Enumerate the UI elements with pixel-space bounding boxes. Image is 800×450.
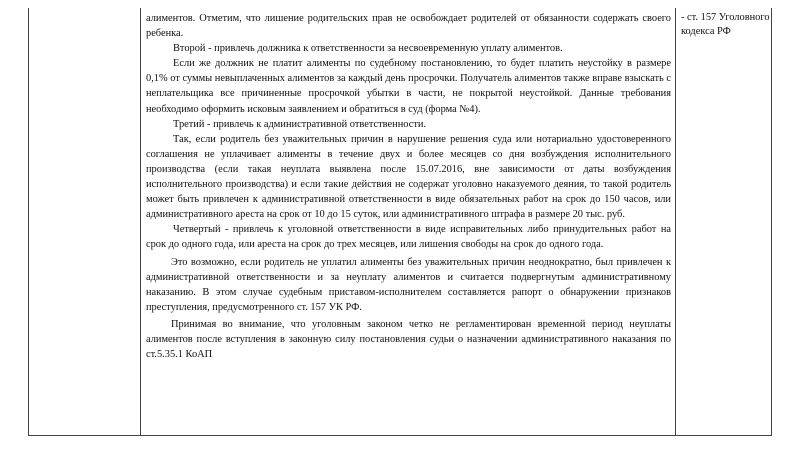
paragraph-4: Третий - привлечь к административной ответственности.	[173, 118, 427, 130]
paragraph-2: Второй - привлечь должника к ответственности за несвоевременную уплату алиментов.	[173, 43, 563, 55]
paragraph-5: Так, если родитель без уважительных причин в нарушение решения суда или нотариально удостоверенного соглашения не уплачивает алименты в течение двух и более месяцев со дня возбуждения исполнительного производства (если такая неуплата выявлена после 15.07.2016, вне зависимости от даты возбуждения исполнительного производства) и если такие действия не содержат уголовно наказуемого деяния, то такой родитель может быть привлечен к административной ответственности в виде обязательных работ на срок до 150 часов, или административного ареста на срок от 10 до 15 суток, или административного штрафа в размере 20 тыс. руб.	[146, 133, 671, 221]
document-table	[28, 8, 772, 436]
paragraph-1: алиментов. Отметим, что лишение родительских прав не освобождает родителей от обязанности содержать своего ребенка.	[146, 13, 671, 40]
paragraph-7: Это возможно, если родитель не уплатил алименты без уважительных причин неоднократно, был привлечен к административной ответственности и за неуплату алиментов и считается подвергнутым административному наказанию. В этом случае судебным приставом-исполнителем составляется рапорт о обнаружении признаков преступления, предусмотренного ст. 157 УК РФ.	[146, 256, 671, 313]
paragraph-6: Четвертый - привлечь к уголовной ответственности в виде исправительных либо принудительных работ на срок до одного года, или ареста на срок до трех месяцев, или лишения свободы на срок до одного года.	[146, 224, 671, 251]
paragraph-8: Принимая во внимание, что уголовным законом четко не регламентирован временной период неуплаты алиментов после вступления в законную силу постановления судьи о назначении административного наказания по ст.5.35.1 КоАП	[146, 318, 671, 361]
left-column-cell	[29, 8, 141, 435]
side-note-cell	[676, 8, 773, 435]
main-text-cell	[141, 8, 676, 435]
side-note: - ст. 157 Уголовного кодекса РФ	[681, 12, 770, 37]
paragraph-3: Если же должник не платит алименты по судебному постановлению, то будет платить неустойку в размере 0,1% от суммы невыплаченных алиментов за каждый день просрочки. Получатель алиментов также вправе взыскать с неплательщика все причиненные просрочкой убытки в части, не покрытой неустойкой. Данные требования необходимо оформить исковым заявлением и обратиться в суд (форма №4).	[146, 58, 671, 115]
